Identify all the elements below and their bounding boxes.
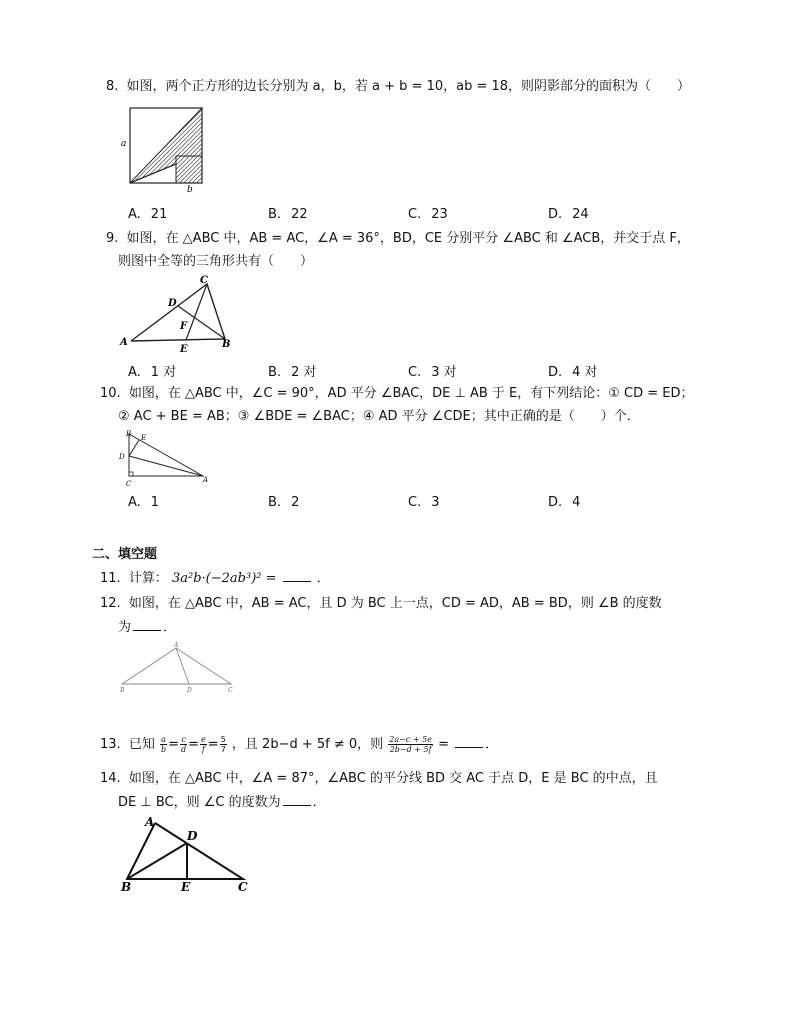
option-d[interactable] [548,207,589,222]
point-label-e: E [181,880,191,894]
question-text-line1: 如图，在 △ABC 中，∠A = 87°，∠ABC 的平分线 BD 交 AC 于点 D，E 是 BC 的中点，且 [128,771,658,786]
option-label: A. [128,207,141,222]
fraction-5-over-7 [220,735,227,754]
question-prefix: 已知 [128,737,155,752]
point-label-c: C [126,480,132,488]
point-label-f: F [180,321,188,332]
question-number: 10. [100,386,121,401]
option-c[interactable] [408,207,448,222]
point-label-b: B [120,687,125,694]
point-label-d: D [119,453,125,461]
question-text: 如图，两个正方形的边长分别为 a，b，若 a + b = 10，ab = 18，则阴影部分的面积为（ ） [126,79,691,94]
option-label: D. [548,365,563,380]
question-14-line2 [118,793,326,813]
figure-label-a: a [121,139,127,149]
equals-sign: = [438,737,449,752]
question-12-line2 [118,618,176,638]
question-suffix: ． [485,737,499,752]
answer-blank[interactable] [133,618,161,631]
point-label-a: A [174,642,179,649]
option-value: 21 [150,207,168,222]
question-number: 9. [106,231,119,246]
question-suffix: ． [312,795,326,810]
point-label-b: B [222,339,231,350]
option-label: A. [128,495,141,510]
option-value: 23 [431,207,448,222]
question-text-line1: 如图，在 △ABC 中，AB = AC，∠A = 36°，BD，CE 分别平分 ∠ABC 和 ∠ACB，并交于点 F， [126,231,690,246]
option-a[interactable] [128,495,159,510]
option-label: D. [548,495,563,510]
point-label-d: D [168,298,177,309]
question-9 [106,229,690,249]
numerator: 2a−c + 5e [389,735,432,744]
option-value: 2 [291,495,300,510]
question-suffix: ． [163,620,177,635]
answer-blank[interactable] [283,793,311,806]
figure-q10-triangle [115,428,215,490]
option-b[interactable] [268,207,308,222]
point-label-a: A [203,476,209,484]
question-expression: 3a²b·(−2ab³)² = [171,571,277,586]
option-label: D. [548,207,563,222]
point-label-c: C [200,275,208,286]
point-label-a: A [145,815,155,829]
question-10 [100,384,694,404]
option-label: C. [408,365,422,380]
question-suffix: ． [316,571,330,586]
question-number: 8. [106,79,119,94]
option-value: 22 [291,207,308,222]
fraction-target [388,735,433,754]
numerator: e [201,735,206,744]
question-number: 11. [100,571,121,586]
question-text-prefix: 为 [118,620,132,635]
option-label: C. [408,495,422,510]
section-title: 二、填空题 [92,547,158,562]
figure-q12-triangle [115,640,240,696]
option-d[interactable] [548,495,580,510]
question-text-line1: 如图，在 △ABC 中，∠C = 90°，AD 平分 ∠BAC，DE ⊥ AB 于 E，有下列结论：① CD = ED； [128,386,694,401]
option-label: B. [268,495,282,510]
denominator: 2b−d + 5f [389,745,432,754]
option-value: 4 [572,495,581,510]
option-d[interactable] [548,361,598,380]
option-a[interactable] [128,207,167,222]
fraction-c-over-d [180,735,187,754]
figure-q14-triangle [115,814,265,896]
denominator: d [181,745,187,754]
question-number: 12. [100,596,121,611]
question-9-line2 [118,252,313,272]
option-value: 4 对 [572,365,598,380]
denominator: f [201,745,205,754]
question-text-line2: 则图中全等的三角形共有（ ） [118,254,314,269]
option-label: B. [268,207,282,222]
option-value: 2 对 [291,365,317,380]
point-label-d: D [187,687,192,694]
question-11 [100,569,330,589]
option-c[interactable] [408,361,457,380]
answer-blank[interactable] [455,735,483,748]
question-number: 13. [100,737,121,752]
question-text-line2: ② AC + BE = AB；③ ∠BDE = ∠BAC；④ AD 平分 ∠CDE；其中正确的是（ ）个． [118,409,640,424]
option-label: C. [408,207,422,222]
answer-blank[interactable] [283,569,311,582]
point-label-d: D [187,829,198,843]
figure-q8-squares [118,104,208,194]
option-label: A. [128,365,141,380]
numerator: 5 [220,735,226,744]
numerator: c [181,735,186,744]
option-b[interactable] [268,361,316,380]
point-label-a: A [120,337,128,348]
option-value: 24 [572,207,589,222]
point-label-b: B [121,880,132,894]
denominator: 7 [220,745,226,754]
option-value: 3 对 [431,365,457,380]
question-middle: ，且 2b−d + 5f ≠ 0，则 [231,737,384,752]
denominator: b [160,745,167,754]
question-13: 13. 已知 $\frac{a}{b}$ = $\frac{c}{d}$ = $\frac{e}{f}$ = $\frac{5}{7}$ ，且 2b−d + 5f ≠ 0，则 $\frac{2a-c + 5e}{2b-d + 5f}$ = ． [100,735,499,754]
point-label-b: B [126,430,132,438]
figure-q9-triangle [118,272,238,355]
question-text-line1: 如图，在 △ABC 中，AB = AC，且 D 为 BC 上一点，CD = AD，AB = BD，则 ∠B 的度数 [128,596,662,611]
question-14 [100,769,658,789]
option-value: 1 [150,495,160,510]
point-label-e: E [141,434,147,442]
question-prefix: 计算： [128,571,168,586]
numerator: a [161,735,166,744]
fraction-a-over-b [160,735,167,754]
option-value: 3 [431,495,440,510]
question-text-prefix: DE ⊥ BC，则 ∠C 的度数为 [118,795,281,810]
option-a[interactable] [128,361,176,380]
point-label-e: E [180,344,188,355]
question-number: 14. [100,771,121,786]
option-c[interactable] [408,495,440,510]
point-label-c: C [238,880,248,894]
question-8 [106,77,690,97]
figure-label-b: b [187,185,193,195]
question-12 [100,594,662,614]
option-value: 1 对 [150,365,177,380]
question-10-line2 [118,407,640,427]
point-label-c: C [228,687,233,694]
option-b[interactable] [268,495,299,510]
option-label: B. [268,365,282,380]
fraction-e-over-f [200,735,207,754]
